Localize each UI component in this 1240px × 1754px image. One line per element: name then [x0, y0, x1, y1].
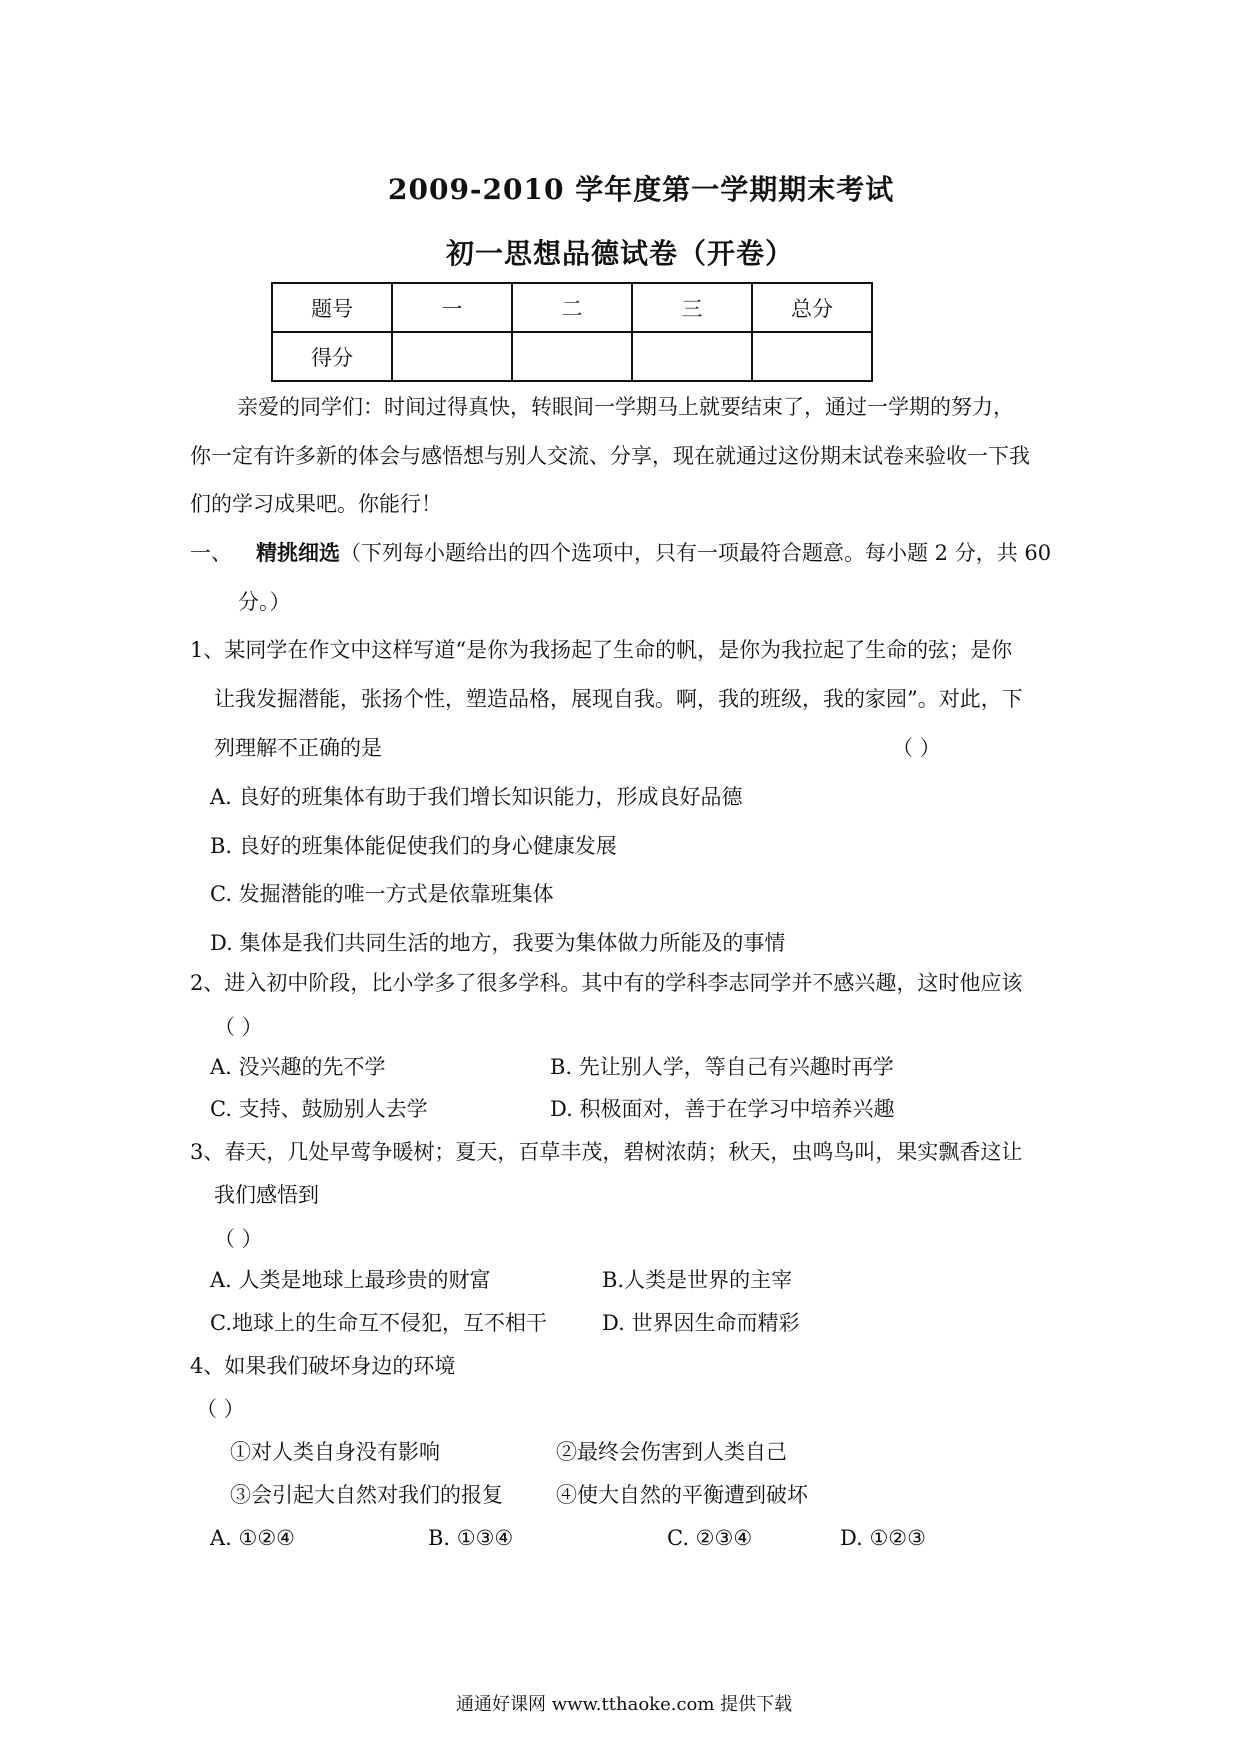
option-c[interactable]: C.地球上的生命互不侵犯，互不相干 [210, 1311, 547, 1335]
statement-2: ②最终会伤害到人类自己 [556, 1440, 787, 1464]
intro-line: 你一定有许多新的体会与感悟想与别人交流、分享，现在就通过这份期末试卷来验收一下我 [190, 444, 1030, 468]
score-table-score-row [272, 332, 872, 381]
score-table [271, 282, 873, 382]
statement-1: ①对人类自身没有影响 [230, 1440, 440, 1464]
statement-3: ③会引起大自然对我们的报复 [230, 1483, 503, 1507]
option-c[interactable]: C. 支持、鼓励别人去学 [210, 1097, 428, 1121]
section-number: 一、 [190, 541, 232, 565]
score-table-header-row [272, 283, 872, 332]
answer-blank[interactable]: （ ） [214, 1015, 263, 1039]
score-table-row-header: 题号 [272, 283, 392, 332]
section-instructions-cont: 分。） [238, 590, 291, 614]
option-c[interactable]: C. 发掘潜能的唯一方式是依靠班集体 [210, 882, 554, 906]
option-d[interactable]: D. 积极面对，善于在学习中培养兴趣 [550, 1097, 895, 1121]
footer-text: 通通好课网 www.tthaoke.com 提供下载 [456, 1694, 793, 1715]
section-name: 精挑细选 [256, 540, 340, 565]
statement-4: ④使大自然的平衡遭到破坏 [556, 1483, 808, 1507]
question-2-line: 2、进入初中阶段，比小学多了很多学科。其中有的学科李志同学并不感兴趣，这时他应该 [190, 971, 1023, 995]
option-a[interactable]: A. ①②④ [210, 1526, 295, 1550]
option-a[interactable]: A. 良好的班集体有助于我们增长知识能力，形成良好品德 [210, 785, 743, 809]
score-table-row-header: 得分 [272, 332, 392, 381]
option-b[interactable]: B. 良好的班集体能促使我们的身心健康发展 [210, 834, 617, 858]
score-cell[interactable] [752, 332, 872, 381]
option-d[interactable]: D. 世界因生命而精彩 [602, 1311, 800, 1335]
intro-line: 亲爱的同学们：时间过得真快，转眼间一学期马上就要结束了，通过一学期的努力， [237, 395, 1014, 419]
question-1-line: 1、某同学在作文中这样写道“是你为我扬起了生命的帆，是你为我拉起了生命的弦；是你 [190, 638, 1013, 662]
score-cell[interactable] [392, 332, 512, 381]
question-1-line: 列理解不正确的是 [214, 736, 382, 760]
question-1-line: 让我发掘潜能，张扬个性，塑造品格，展现自我。啊，我的班级，我的家园”。对此，下 [214, 687, 1023, 711]
question-4-line: 4、如果我们破坏身边的环境 [190, 1354, 456, 1378]
option-b[interactable]: B.人类是世界的主宰 [602, 1268, 793, 1292]
option-b[interactable]: B. 先让别人学，等自己有兴趣时再学 [550, 1055, 894, 1079]
score-table-column-header: 一 [392, 283, 512, 332]
answer-blank[interactable]: （ ） [196, 1397, 245, 1421]
exam-subtitle: 初一思想品德试卷（开卷） [446, 237, 795, 270]
question-3-line: 我们感悟到 [214, 1183, 319, 1207]
option-c[interactable]: C. ②③④ [667, 1526, 753, 1550]
section-heading [190, 541, 1051, 565]
answer-blank[interactable]: （ ） [214, 1227, 263, 1251]
option-a[interactable]: A. 人类是地球上最珍贵的财富 [210, 1268, 491, 1292]
option-a[interactable]: A. 没兴趣的先不学 [210, 1055, 386, 1079]
section-instructions: （下列每小题给出的四个选项中，只有一项最符合题意。每小题 2 分，共 60 [340, 541, 1052, 565]
score-cell[interactable] [512, 332, 632, 381]
score-table-column-header: 二 [512, 283, 632, 332]
exam-title: 2009-2010 学年度第一学期期末考试 [388, 173, 895, 206]
option-b[interactable]: B. ①③④ [428, 1526, 514, 1550]
option-d[interactable]: D. ①②③ [840, 1526, 926, 1550]
option-d[interactable]: D. 集体是我们共同生活的地方，我要为集体做力所能及的事情 [210, 931, 786, 955]
score-table-column-header: 三 [632, 283, 752, 332]
score-cell[interactable] [632, 332, 752, 381]
score-table-column-header: 总分 [752, 283, 872, 332]
intro-line: 们的学习成果吧。你能行！ [190, 492, 442, 516]
question-3-line: 3、春天，几处早莺争暖树；夏天，百草丰茂，碧树浓荫；秋天，虫鸣鸟叫，果实飘香这让 [190, 1140, 1023, 1164]
answer-blank[interactable]: （ ） [892, 736, 941, 760]
